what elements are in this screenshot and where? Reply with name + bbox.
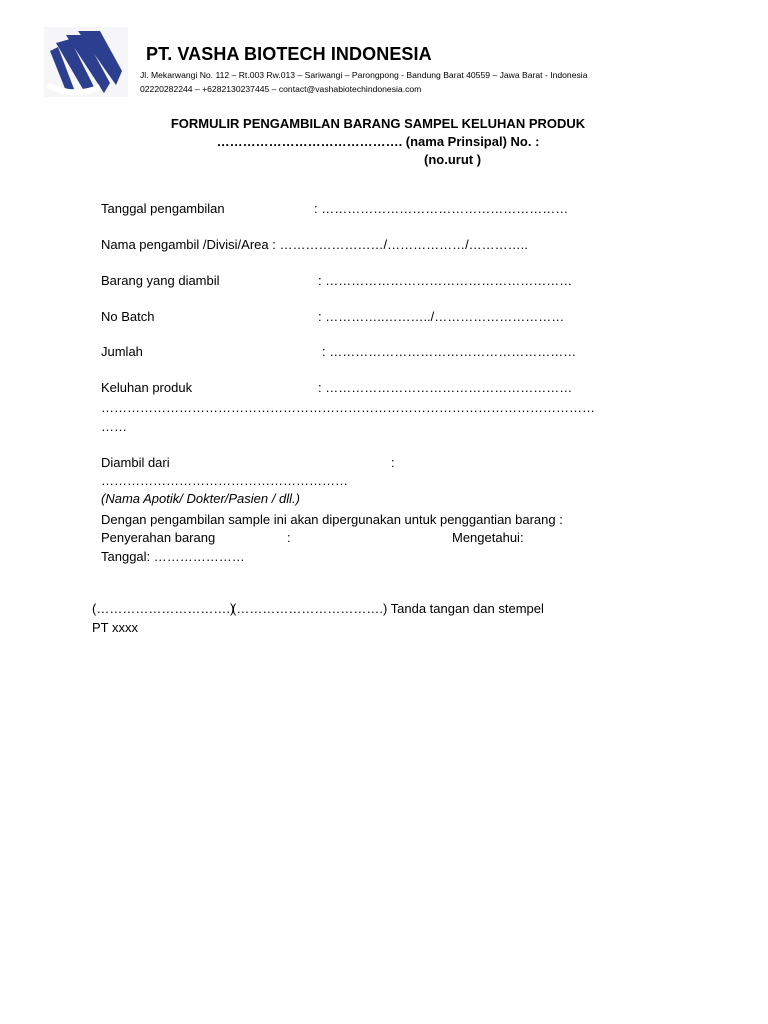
keluhan-label: Keluhan produk — [101, 380, 193, 395]
diambil-label: Diambil dari — [101, 455, 170, 470]
mengetahui-label: Mengetahui: — [452, 530, 524, 545]
signature-1: (………………………….) — [92, 601, 235, 616]
company-contact: 02220282244 – +6282130237445 – contact@vashabiotechindonesia.com — [140, 84, 422, 94]
company-logo-icon — [44, 27, 128, 97]
serial-number: (no.urut ) — [424, 152, 482, 167]
diambil-hint: (Nama Apotik/ Dokter/Pasien / dll.) — [101, 491, 300, 506]
company-address: Jl. Mekarwangi No. 112 – Rt.003 Rw.013 – Sariwangi – Parongpong - Bandung Barat 40559 – Jawa Barat - Indonesia — [140, 70, 588, 80]
keluhan-continuation: …………………………………………………………………………………………………… — [101, 400, 595, 415]
principal-line: ……………………………………. (nama Prinsipal) No. : — [216, 134, 540, 149]
company-placeholder: PT xxxx — [92, 620, 138, 635]
keluhan-continuation-end: …… — [101, 419, 127, 434]
batch-value: : …………..………../………………………… — [318, 309, 565, 324]
form-title: FORMULIR PENGAMBILAN BARANG SAMPEL KELUHAN PRODUK — [170, 116, 586, 131]
jumlah-value: : ………………………………………………… — [322, 344, 577, 359]
penyerahan-label: Penyerahan barang — [101, 530, 216, 545]
penyerahan-colon: : — [287, 530, 291, 545]
tanggal-footer: Tanggal: ………………… — [101, 549, 245, 564]
signature-2: (…………………………….) Tanda tangan dan stempel — [232, 601, 544, 616]
company-name: PT. VASHA BIOTECH INDONESIA — [146, 44, 432, 64]
diambil-colon: : — [391, 455, 395, 470]
barang-value: : ………………………………………………… — [318, 273, 573, 288]
batch-label: No Batch — [101, 309, 155, 324]
tanggal-label: Tanggal pengambilan — [101, 201, 225, 216]
jumlah-label: Jumlah — [101, 344, 143, 359]
keluhan-value: : ………………………………………………… — [318, 380, 573, 395]
diambil-value: ………………………………………………… — [101, 473, 348, 488]
footer-note: Dengan pengambilan sample ini akan dipergunakan untuk penggantian barang : — [101, 512, 563, 527]
barang-label: Barang yang diambil — [101, 273, 220, 288]
tanggal-value: : ………………………………………………… — [314, 201, 569, 216]
nama-pengambil-line: Nama pengambil /Divisi/Area : ……………………/………………/………….. — [101, 237, 528, 252]
